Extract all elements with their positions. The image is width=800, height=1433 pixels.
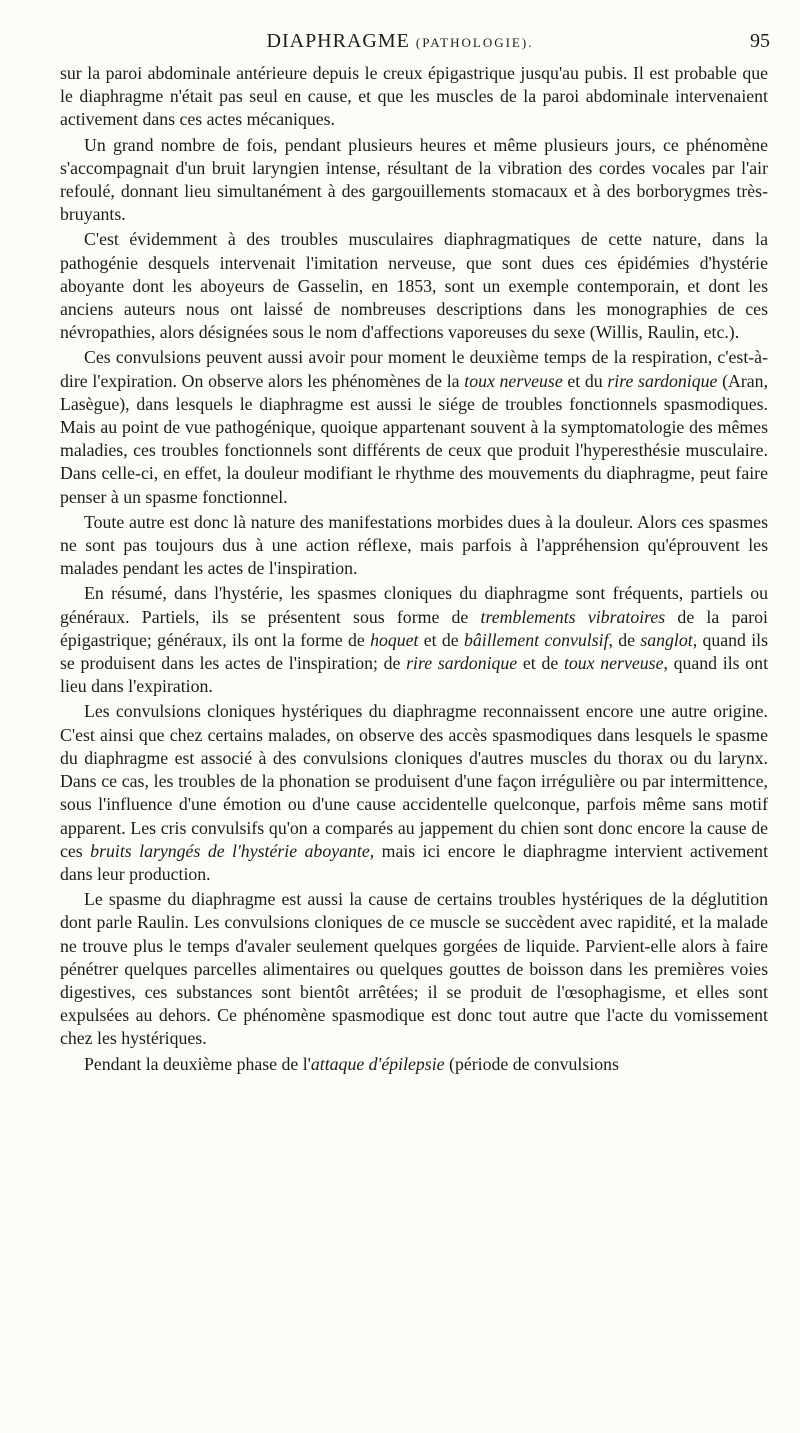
text-run: C'est évidemment à des troubles musculaires diaphragmatiques de cette nature, dans la pathogénie desquels intervenait l'imitation nerveuse, que sont dues ces épidémies d'hystérie aboyante dont les aboyeurs de Gasselin, en 1853, sont un exemple contemporain, et dont les anciens auteurs nous ont laissé de nombreuses descriptions dans les monographies de ces névropathies, alors désignées sous le nom d'affections vaporeuses du sexe (Willis, Raulin, etc.). bbox=[60, 229, 768, 343]
paragraph bbox=[60, 582, 768, 698]
page-number: 95 bbox=[750, 30, 770, 52]
italic-term: hoquet bbox=[370, 629, 419, 650]
text-run: et de bbox=[517, 653, 564, 674]
text-run: , mais ici encore le diaphragme intervient activement dans leur production. bbox=[60, 840, 769, 884]
text-run: et de bbox=[418, 629, 464, 650]
italic-term: toux nerveuse bbox=[563, 653, 664, 674]
text-run: et du bbox=[562, 370, 608, 391]
running-header bbox=[0, 30, 800, 58]
text-run: Toute autre est donc là nature des manifestations morbides dues à la douleur. Alors ces spasmes ne sont pas toujours dus à une action réflexe, mais parfois à l'appréhension qu'éprouvent les malades pendant les actes de l'inspiration. bbox=[60, 511, 768, 579]
paragraph bbox=[60, 511, 768, 581]
text-run: Ces convulsions peuvent aussi avoir pour moment le deuxième temps de la respiration, c'est-à-dire l'expiration. On observe alors les phénomènes de la bbox=[60, 347, 768, 391]
text-run: (période de convulsions bbox=[444, 1053, 619, 1074]
running-title-main: DIAPHRAGME bbox=[266, 30, 410, 52]
text-run: sur la paroi abdominale antérieure depuis le creux épigastrique jusqu'au pubis. Il est probable que le diaphragme n'était pas seul en cause, et que les muscles de la paroi abdominale intervenaient activement dans ces actes mécaniques. bbox=[60, 63, 768, 130]
italic-term: bâillement convulsif bbox=[463, 629, 609, 650]
paragraph bbox=[60, 134, 768, 227]
text-run: , quand ils se produisent dans les actes de l'inspiration; de bbox=[60, 629, 768, 674]
paragraph bbox=[60, 228, 768, 344]
italic-term: rire sardonique bbox=[406, 653, 518, 674]
paragraph bbox=[60, 700, 768, 886]
paragraph bbox=[60, 888, 768, 1050]
italic-term: toux nerveuse bbox=[464, 370, 563, 391]
running-title-subtitle: (PATHOLOGIE). bbox=[415, 35, 534, 50]
italic-term: bruits laryngés de l'hystérie aboyante bbox=[90, 840, 370, 861]
text-run: Un grand nombre de fois, pendant plusieurs heures et même plusieurs jours, ce phénomène s'accompagnait d'un bruit laryngien intense, résultant de la vibration des cordes vocales par l'air refoulé, donnant lieu simultanément à des gargouillements stomacaux et à des borborygmes très-bruyants. bbox=[60, 134, 768, 225]
text-run: , quand ils ont lieu dans l'expiration. bbox=[60, 653, 769, 697]
paragraph bbox=[60, 346, 768, 508]
text-run: , de bbox=[608, 629, 641, 650]
text-run: Pendant la deuxième phase de l' bbox=[84, 1053, 311, 1074]
text-run: Le spasme du diaphragme est aussi la cause de certains troubles hystériques de la déglutition dont parle Raulin. Les convulsions cloniques de ce muscle se succèdent avec rapidité, et la malade ne trouve plus le temps d'avaler seulement quelques gorgées de liquide. Parvient-elle alors à faire pénétrer quelques parcelles alimentaires ou quelques gouttes de boisson dans les premières voies digestives, ces substances sont bientôt arrêtées; il se produit de l'œsophagisme, et elles sont expulsées au dehors. Ce phénomène spasmodique est donc tout autre que l'acte du vomissement chez les hystériques. bbox=[60, 889, 768, 1049]
italic-term: rire sardonique bbox=[607, 370, 718, 391]
text-run: Les convulsions cloniques hystériques du diaphragme reconnaissent encore une autre origine. C'est ainsi que chez certains malades, on observe des accès spasmodiques dans lesquels le spasme du diaphragme est associé à des convulsions cloniques d'autres muscles du thorax ou du larynx. Dans ce cas, les troubles de la phonation se produisent d'une façon irrégulière ou par intermittence, sous l'influence d'une émotion ou d'une cause accidentelle quelconque, parfois même sans motif apparent. Les cris convulsifs qu'on a comparés au jappement du chien sont donc encore la cause de ces bbox=[60, 701, 768, 861]
running-title bbox=[0, 30, 800, 53]
text-run: de la paroi épigastrique; généraux, ils ont la forme de bbox=[60, 606, 768, 650]
italic-term: sanglot bbox=[640, 629, 693, 650]
paragraph bbox=[60, 1053, 768, 1076]
text-run: (Aran, Lasègue), dans lesquels le diaphragme est aussi le siége de troubles fonctionnels spasmodiques. Mais au point de vue pathogénique, quoique appartenant souvent à la symptomatologie des mêmes maladies, ces troubles fonctionnels sont différents de ceux que produit l'hyperesthésie musculaire. Dans celle-ci, en effet, la douleur modifiant le rhythme des mouvements du diaphragme, peut faire penser à un spasme fonctionnel. bbox=[60, 370, 769, 507]
body-text bbox=[60, 62, 768, 1078]
italic-term: attaque d'épilepsie bbox=[310, 1053, 445, 1074]
italic-term: tremblements vibratoires bbox=[480, 606, 666, 627]
paragraph bbox=[60, 62, 768, 132]
text-run: En résumé, dans l'hystérie, les spasmes cloniques du diaphragme sont fréquents, partiels ou généraux. Partiels, ils se présentent sous forme de bbox=[60, 583, 768, 627]
